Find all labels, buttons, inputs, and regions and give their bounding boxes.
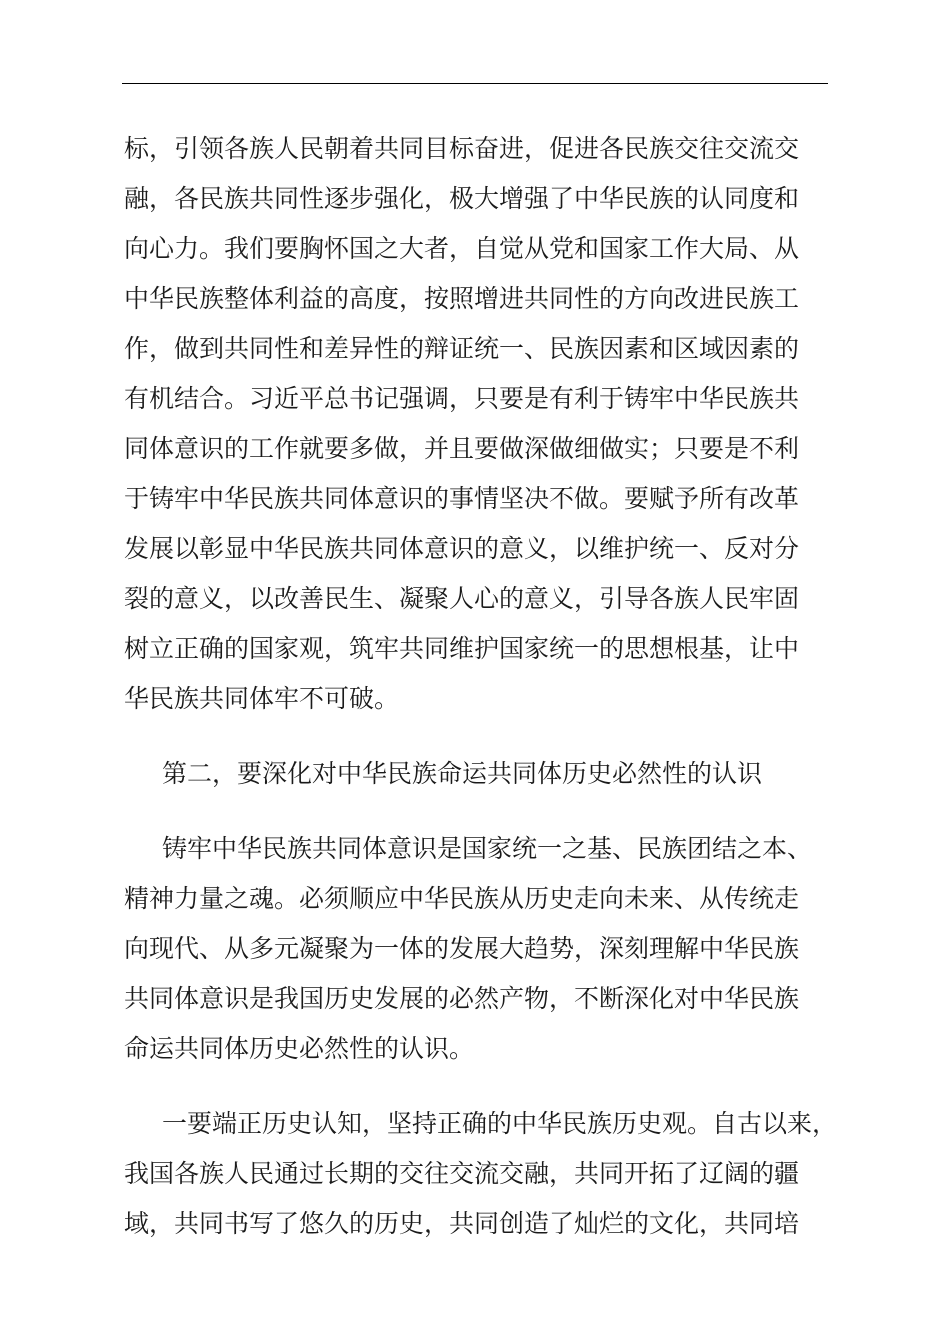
text-line: 向心力。我们要胸怀国之大者，自觉从党和国家工作大局、从 (124, 234, 800, 263)
text-line: 向现代、从多元凝聚为一体的发展大趋势，深刻理解中华民族 (124, 934, 800, 963)
text-line: 命运共同体历史必然性的认识。 (124, 1034, 475, 1063)
text-line: 一要端正历史认知，坚持正确的中华民族历史观。自古以来， (162, 1109, 838, 1138)
text-line: 发展以彰显中华民族共同体意识的意义，以维护统一、反对分 (124, 534, 800, 563)
paragraph-3 (124, 1099, 838, 1249)
text-line: 有机结合。习近平总书记强调，只要是有利于铸牢中华民族共 (124, 384, 800, 413)
text-line: 华民族共同体牢不可破。 (124, 684, 400, 713)
text-line: 于铸牢中华民族共同体意识的事情坚决不做。要赋予所有改革 (124, 484, 800, 513)
text-line: 裂的意义，以改善民生、凝聚人心的意义，引导各族人民牢固 (124, 584, 800, 613)
section-heading: 第二，要深化对中华民族命运共同体历史必然性的认识 (162, 759, 763, 788)
paragraph-spacer (124, 724, 830, 749)
text-line: 同体意识的工作就要多做，并且要做深做细做实；只要是不利 (124, 434, 800, 463)
paragraph-2 (124, 824, 830, 1074)
document-body (124, 124, 838, 1249)
text-line: 域，共同书写了悠久的历史，共同创造了灿烂的文化，共同培 (124, 1209, 800, 1238)
text-line: 融，各民族共同性逐步强化，极大增强了中华民族的认同度和 (124, 184, 800, 213)
text-line: 树立正确的国家观，筑牢共同维护国家统一的思想根基，让中 (124, 634, 800, 663)
text-line: 中华民族整体利益的高度，按照增进共同性的方向改进民族工 (124, 284, 800, 313)
text-line: 标，引领各族人民朝着共同目标奋进，促进各民族交往交流交 (124, 134, 800, 163)
header-rule (122, 83, 828, 84)
paragraph-1 (124, 124, 830, 724)
text-line: 精神力量之魂。必须顺应中华民族从历史走向未来、从传统走 (124, 884, 800, 913)
paragraph-spacer (124, 799, 830, 824)
text-line: 共同体意识是我国历史发展的必然产物，不断深化对中华民族 (124, 984, 800, 1013)
text-line: 作，做到共同性和差异性的辩证统一、民族因素和区域因素的 (124, 334, 800, 363)
text-line: 我国各族人民通过长期的交往交流交融，共同开拓了辽阔的疆 (124, 1159, 800, 1188)
paragraph-spacer (124, 1074, 830, 1099)
text-line: 铸牢中华民族共同体意识是国家统一之基、民族团结之本、 (162, 834, 813, 863)
